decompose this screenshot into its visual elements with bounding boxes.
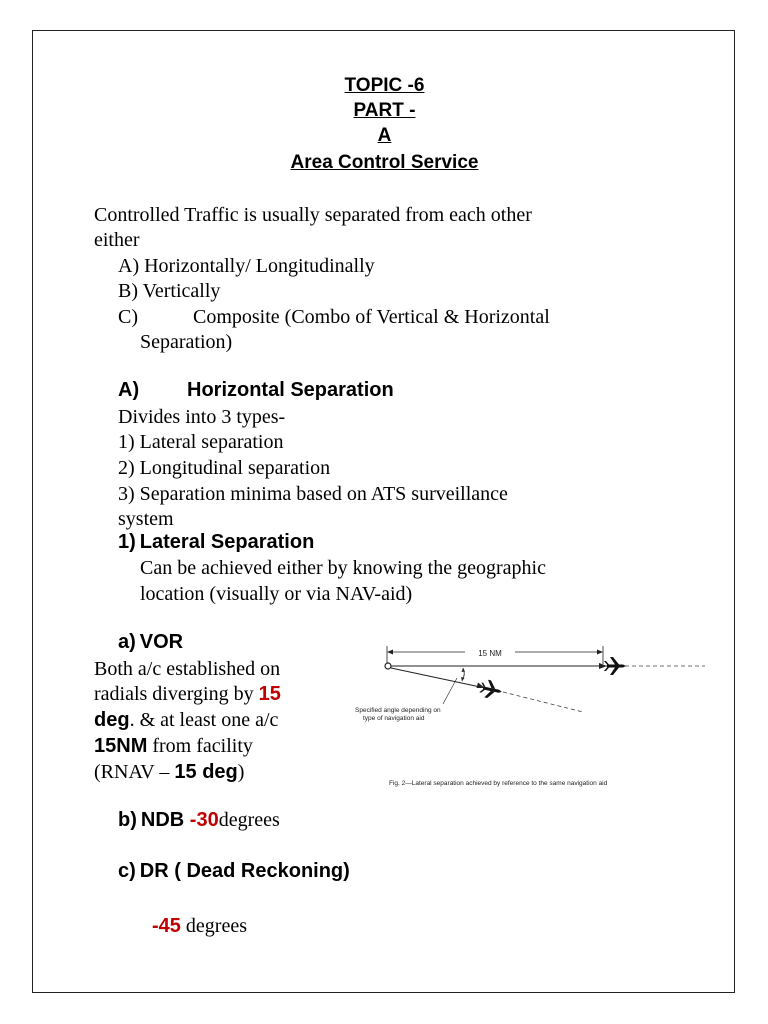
lateral-desc-1: Can be achieved either by knowing the geographic [140,557,546,579]
type-1: 1) Lateral separation [118,431,284,453]
type-2: 2) Longitudinal separation [118,457,331,479]
dr-unit: degrees [180,915,247,937]
vor-line-3: deg. & at least one a/c [94,709,279,731]
page-title: Area Control Service [290,152,479,173]
topic-heading: TOPIC -6 [344,75,425,96]
lateral-separation-figure [345,638,705,790]
figure-caption: Fig. 2—Lateral separation achieved by reference to the same navigation aid [389,780,608,787]
angle-label-line-2: type of navigation aid [363,715,425,722]
aircraft-2-icon [478,678,503,700]
intro-item-c-text: Composite (Combo of Vertical & Horizontal [193,306,550,328]
intro-line-2: either [94,229,140,251]
vor-line-4: 15NM from facility [94,735,253,757]
lateral-desc-2: location (visually or via NAV-aid) [140,583,413,605]
vor-deg-label: deg [94,709,130,731]
part-heading: PART - [353,100,416,121]
ndb-line [118,809,280,832]
section-a-label: A) [118,379,140,401]
distance-label: 15 NM [478,649,502,658]
vor-rnav-value: 15 deg [174,761,238,783]
angle-label-line-1: Specified angle depending on [355,707,441,714]
intro-item-c-continuation: Separation) [140,331,233,353]
angle-leader-line [443,678,457,704]
vor-title: a) VOR [118,631,184,653]
dimension-arrow-left-icon [387,650,393,655]
vor-distance-value: 15NM [94,735,148,757]
intro-item-c-label: C) [118,306,138,328]
ndb-value: -30 [189,809,219,831]
section-a-intro: Divides into 3 types- [118,406,286,428]
vor-line-2: radials diverging by 15 [94,683,281,705]
radial-track-2 [391,668,485,688]
intro-item-a: A) Horizontally/ Longitudinally [118,255,375,277]
aircraft-1-icon [604,657,626,675]
part-letter-heading: A [377,125,392,146]
vor-angle-value: 15 [258,683,281,705]
type-3-continuation: system [118,508,174,530]
vor-line-1: Both a/c established on [94,658,281,680]
angle-arrow-top-icon [462,668,466,672]
ndb-title: b) NDB [118,809,190,831]
navaid-icon [385,663,391,669]
dr-line [152,915,247,938]
vor-line-5: (RNAV – 15 deg) [94,761,245,783]
intro-item-b: B) Vertically [118,280,221,302]
lateral-title: 1) Lateral Separation [118,531,315,553]
ndb-unit: degrees [218,809,280,831]
track-2-extension [503,692,583,712]
dimension-arrow-right-icon [597,650,603,655]
dr-title: c) DR ( Dead Reckoning) [118,860,350,882]
document-page [32,30,735,993]
intro-line-1: Controlled Traffic is usually separated from each other [94,204,532,226]
dr-value: -45 [152,915,181,937]
type-3: 3) Separation minima based on ATS surveillance [118,483,508,505]
section-a-title: Horizontal Separation [187,379,394,401]
